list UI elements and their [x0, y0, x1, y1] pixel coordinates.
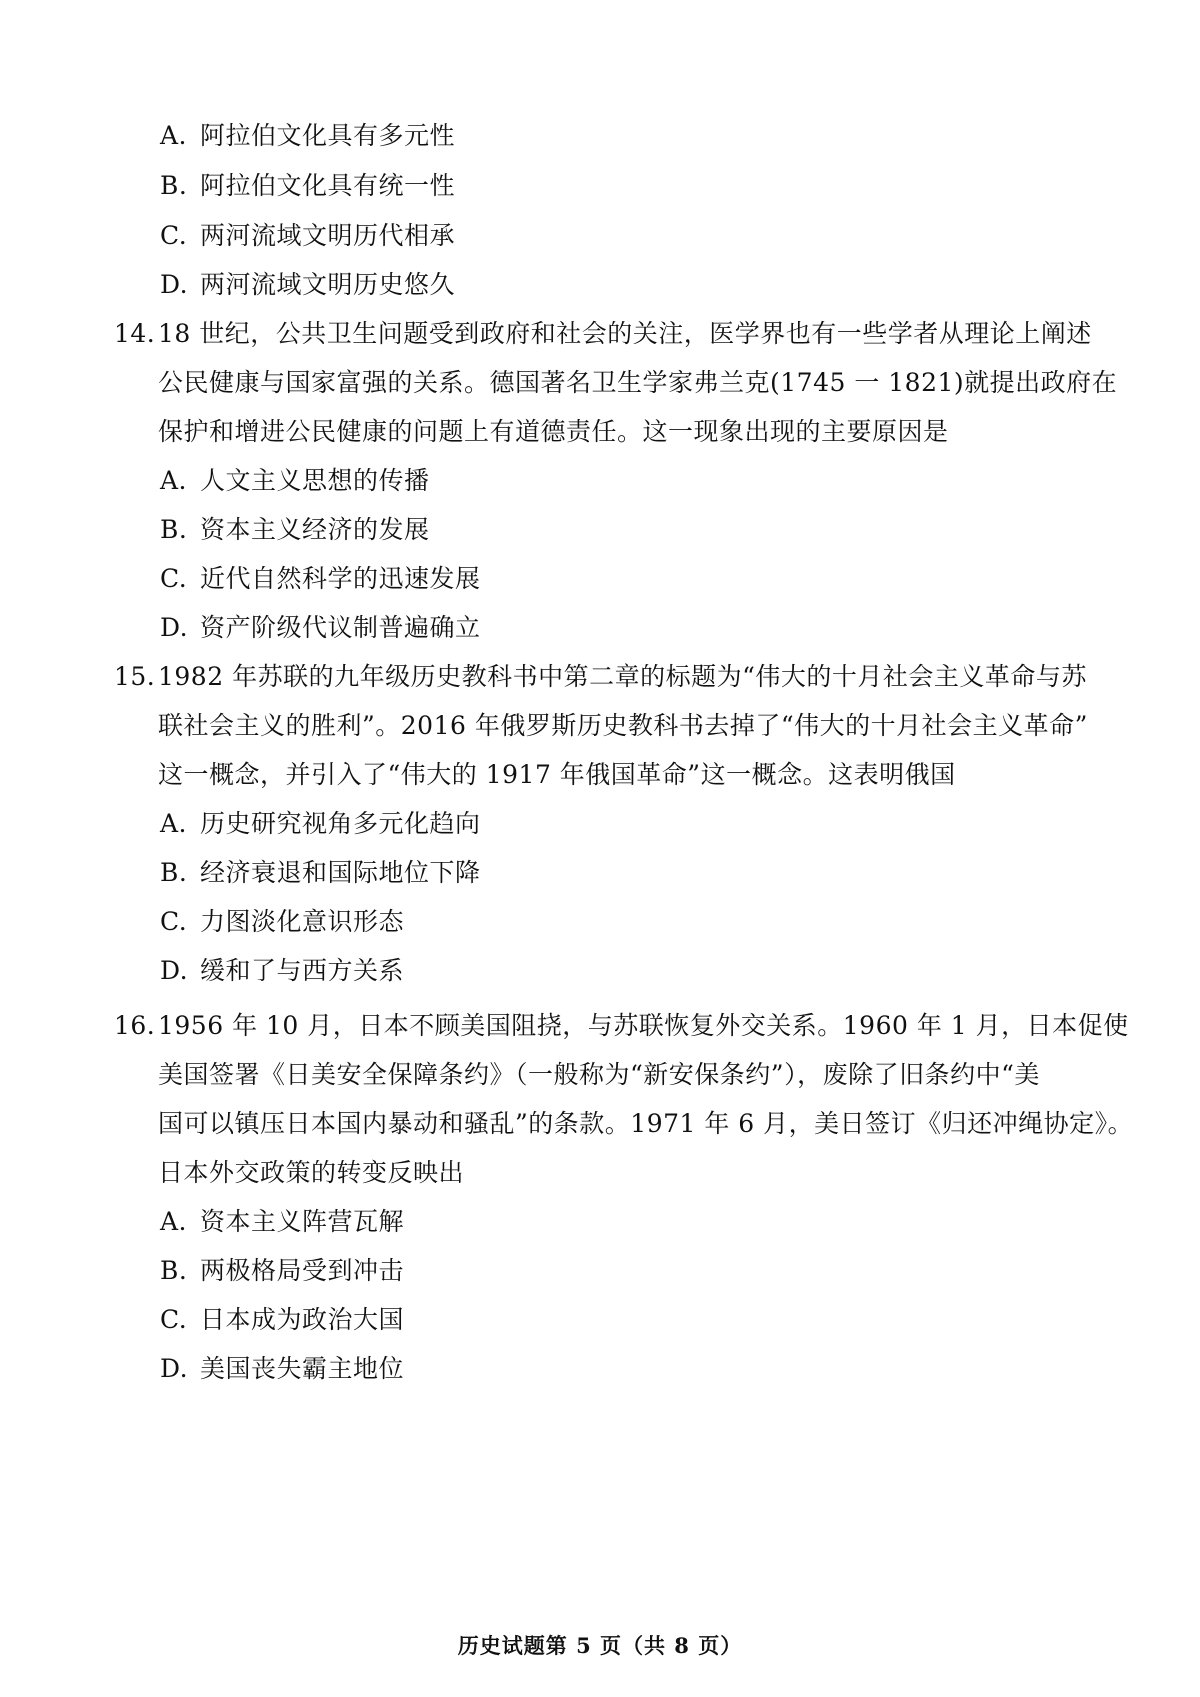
- option-14-c: [160, 563, 481, 595]
- option-letter: B.: [160, 171, 188, 200]
- option-15-a: [160, 808, 481, 840]
- question-stem-line: 美国签署《日美安全保障条约》（一般称为“新安保条约”），废除了旧条约中“美: [158, 1060, 1040, 1089]
- question-stem-line: [114, 318, 1092, 350]
- question-stem-line: [114, 1010, 1129, 1042]
- option-letter: D.: [160, 270, 189, 299]
- option-16-c: [160, 1304, 404, 1336]
- option-letter: B.: [160, 1256, 188, 1285]
- question-stem-line: 日本外交政策的转变反映出: [158, 1158, 465, 1187]
- question-number: 15.: [114, 662, 156, 691]
- question-stem-line: [114, 661, 1087, 693]
- option-letter: C.: [160, 221, 188, 250]
- question-stem-line: 保护和增进公民健康的问题上有道德责任。这一现象出现的主要原因是: [158, 417, 949, 446]
- option-letter: B.: [160, 515, 188, 544]
- option-text: 资产阶级代议制普遍确立: [200, 613, 481, 642]
- option-14-d: [160, 612, 481, 644]
- option-letter: D.: [160, 1354, 189, 1383]
- option-text: 人文主义思想的传播: [200, 466, 430, 495]
- option-15-d: [160, 955, 404, 987]
- option-text: 阿拉伯文化具有多元性: [200, 121, 456, 150]
- option-14-a: [160, 465, 430, 497]
- option-13-a: [160, 120, 455, 152]
- question-number: 16.: [114, 1011, 156, 1040]
- question-stem-line: 这一概念，并引入了“伟大的 1917 年俄国革命”这一概念。这表明俄国: [158, 760, 956, 789]
- option-13-d: [160, 269, 455, 301]
- question-stem-line: 国可以镇压日本国内暴动和骚乱”的条款。1971 年 6 月，美日签订《归还冲绳协定》。: [158, 1109, 1134, 1138]
- question-stem-line: 公民健康与国家富强的关系。德国著名卫生学家弗兰克(1745 一 1821)就提出政府在: [158, 368, 1118, 397]
- option-text: 资本主义经济的发展: [200, 515, 430, 544]
- option-letter: C.: [160, 1305, 188, 1334]
- option-letter: D.: [160, 613, 189, 642]
- option-text: 经济衰退和国际地位下降: [200, 858, 481, 887]
- option-letter: C.: [160, 564, 188, 593]
- stem-text: 1982 年苏联的九年级历史教科书中第二章的标题为“伟大的十月社会主义革命与苏: [158, 662, 1087, 691]
- option-16-d: [160, 1353, 404, 1385]
- option-text: 近代自然科学的迅速发展: [200, 564, 481, 593]
- option-text: 历史研究视角多元化趋向: [200, 809, 481, 838]
- option-letter: A.: [160, 1207, 188, 1236]
- option-text: 缓和了与西方关系: [200, 956, 405, 985]
- option-text: 日本成为政治大国: [200, 1305, 405, 1334]
- option-16-b: [160, 1255, 404, 1287]
- option-16-a: [160, 1206, 404, 1238]
- question-stem-line: 联社会主义的胜利”。2016 年俄罗斯历史教科书去掉了“伟大的十月社会主义革命”: [158, 711, 1088, 740]
- question-number: 14.: [114, 319, 156, 348]
- option-text: 阿拉伯文化具有统一性: [200, 171, 456, 200]
- option-text: 两河流域文明历史悠久: [200, 270, 456, 299]
- stem-text: 18 世纪，公共卫生问题受到政府和社会的关注，医学界也有一些学者从理论上阐述: [158, 319, 1092, 348]
- option-text: 力图淡化意识形态: [200, 907, 405, 936]
- option-text: 美国丧失霸主地位: [200, 1354, 405, 1383]
- option-15-b: [160, 857, 481, 889]
- option-13-b: [160, 170, 455, 202]
- option-15-c: [160, 906, 404, 938]
- option-letter: A.: [160, 121, 188, 150]
- option-letter: A.: [160, 466, 188, 495]
- stem-text: 1956 年 10 月，日本不顾美国阻挠，与苏联恢复外交关系。1960 年 1 月，日本促使: [158, 1011, 1129, 1040]
- option-letter: D.: [160, 956, 189, 985]
- option-letter: A.: [160, 809, 188, 838]
- option-text: 资本主义阵营瓦解: [200, 1207, 405, 1236]
- page-footer: 历史试题第 5 页（共 8 页）: [457, 1633, 743, 1658]
- option-letter: C.: [160, 907, 188, 936]
- option-14-b: [160, 514, 430, 546]
- option-13-c: [160, 220, 455, 252]
- option-letter: B.: [160, 858, 188, 887]
- option-text: 两河流域文明历代相承: [200, 221, 456, 250]
- option-text: 两极格局受到冲击: [200, 1256, 405, 1285]
